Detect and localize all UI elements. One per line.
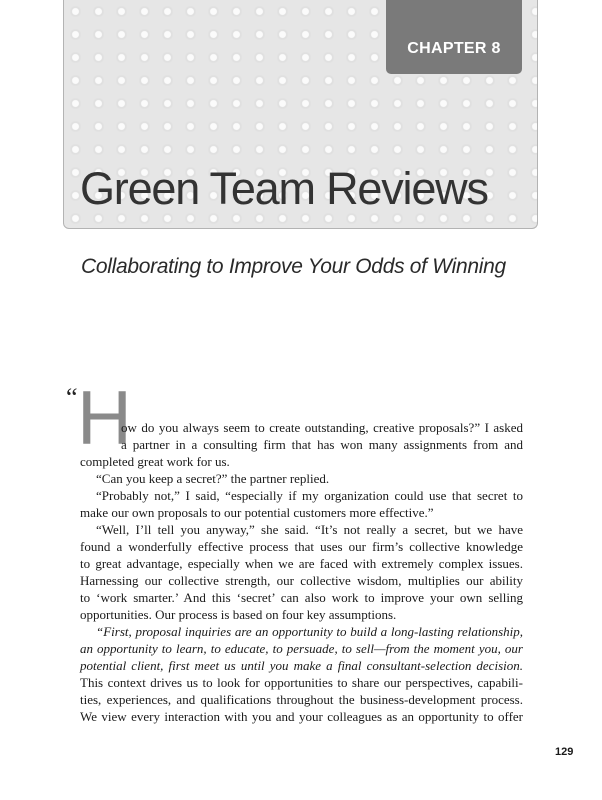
- body-line: This context drives us to look for opportunities to share our perspectives, capabili-: [80, 675, 523, 690]
- body-line: “First, proposal inquiries are an opportunity to build a long-lasting relationship,: [96, 624, 523, 639]
- body-line: an opportunity to learn, to educate, to persuade, to sell—from the moment you, our: [80, 641, 523, 656]
- body-line: opportunities. Our process is based on four key assumptions.: [80, 607, 397, 622]
- body-line: Harnessing our collective strength, our collective wisdom, multiplies our ability: [80, 573, 523, 588]
- body-line: “Probably not,” I said, “especially if my organization could use that secret to: [96, 488, 523, 503]
- body-line: potential client, first meet us until you make a final consultant-selection decision.: [80, 658, 523, 673]
- chapter-subtitle: Collaborating to Improve Your Odds of Winning: [81, 255, 506, 278]
- chapter-label: CHAPTER 8: [407, 40, 501, 57]
- body-line: to great advantage, especially when we are faced with extremely complex issues.: [80, 556, 523, 571]
- body-line: to ‘work smarter.’ And this ‘secret’ can also work to improve your own selling: [80, 590, 523, 605]
- body-line: a partner in a consulting firm that has won many assignments from and: [121, 437, 523, 452]
- body-line: “Well, I’ll tell you anyway,” she said. “It’s not really a secret, but we have: [96, 522, 523, 537]
- chapter-title: Green Team Reviews: [80, 163, 488, 214]
- chapter-tab: [386, 0, 522, 74]
- drop-cap: H: [77, 376, 132, 461]
- body-line: “Can you keep a secret?” the partner replied.: [96, 471, 330, 486]
- opening-quote-mark: “: [66, 383, 78, 412]
- body-line: completed great work for us.: [80, 454, 230, 469]
- body-line: found a wonderfully effective process that uses our firm’s collective knowledge: [80, 539, 523, 554]
- body-line: ow do you always seem to create outstanding, creative proposals?” I asked: [121, 420, 523, 435]
- page-number: 129: [555, 746, 574, 758]
- body-line: make our own proposals to our potential customers more effective.”: [80, 505, 434, 520]
- body-line: We view every interaction with you and your colleagues as an opportunity to offer: [80, 709, 523, 724]
- body-line: ties, experiences, and qualifications throughout the business-development process.: [80, 692, 523, 707]
